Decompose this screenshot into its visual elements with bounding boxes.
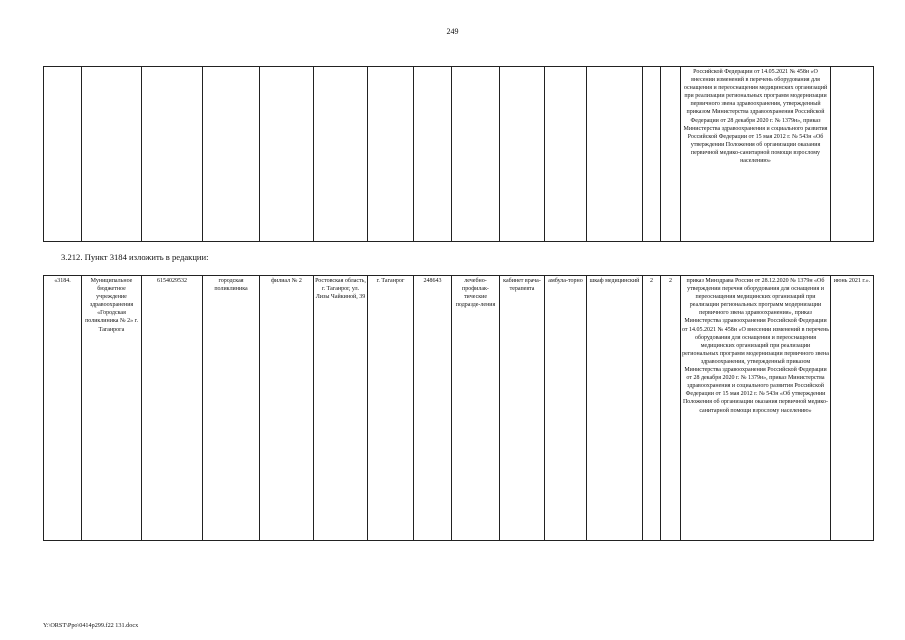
qty-required: 2 (643, 276, 661, 541)
qty-planned: 2 (661, 276, 681, 541)
equipment: шкаф медицинский (587, 276, 643, 541)
table-cell (314, 67, 368, 242)
page-number: 249 (446, 27, 459, 36)
table-cell (368, 67, 414, 242)
facility-type: городская поликлиника (203, 276, 260, 541)
organization-name: Муниципальное бюджетное учреждение здравоохранения «Городская поликлиника № 2» г. Таганрога (82, 276, 142, 541)
table-row (44, 67, 874, 242)
table-cell (643, 67, 661, 242)
department: лечебно-профилак-тические подразде-ления (452, 276, 500, 541)
branch: филиал № 2 (260, 276, 314, 541)
table-cell (661, 67, 681, 242)
table-cell (587, 67, 643, 242)
population: 248643 (414, 276, 452, 541)
table-cell (44, 67, 82, 242)
table-cell (500, 67, 545, 242)
legal-basis: приказ Минздрава России от 28.12.2020 № 1379н «Об утверждении перечня оборудования для оснащения и переоснащения медицинских организаций при реализации региональных программ модернизации первичного звена здравоохранения», приказ Министерства здравоохранения Российской Федерации от 14.05.2021 № 458н «О внесении изменений в перечень оборудования для оснащения и переоснащения медицинских организаций при реализации региональных программ модернизации первичного звена здравоохранения, утвержденный приказом Министерства здравоохранения Российской Федерации от 28 декабря 2020 г. № 1379н», приказ Министерства здравоохранения и социального развития Российской Федерации от 15 мая 2012 г. № 543н «Об утверждении Положения об организации оказания первичной медико-санитарной помощи взрослому населению» (681, 276, 831, 541)
room: кабинет врача-терапевта (500, 276, 545, 541)
deadline: июнь 2021 г.». (831, 276, 874, 541)
continuation-table (43, 66, 874, 242)
locality: г. Таганрог (368, 276, 414, 541)
row-number: «3184. (44, 276, 82, 541)
table-cell (260, 67, 314, 242)
table-cell (545, 67, 587, 242)
table-cell (82, 67, 142, 242)
table-cell (142, 67, 203, 242)
table-cell (414, 67, 452, 242)
table-cell (203, 67, 260, 242)
care-type: амбула-торно (545, 276, 587, 541)
entry-table (43, 275, 874, 541)
table-cell (831, 67, 874, 242)
inn: 6154029532 (142, 276, 203, 541)
clause-heading: 3.212. Пункт 3184 изложить в редакции: (61, 252, 209, 262)
legal-basis-continuation: Российской Федерации от 14.05.2021 № 458н «О внесении изменений в перечень оборудования для оснащения и переоснащения медицинских организаций при реализации региональных программ модернизации первичного звена здравоохранения, утвержденный приказом Министерства здравоохранения Российской Федерации от 28 декабря 2020 г. № 1379н», приказ Министерства здравоохранения и социального развития Российской Федерации от 15 мая 2012 г. № 543н «Об утверждении Положения об организации оказания первичной медико-санитарной помощи взрослому населению» (681, 67, 831, 242)
table-row (44, 276, 874, 541)
table-cell (452, 67, 500, 242)
footer-file-path: Y:\ORST\Ppo\0414p299.f22 131.docx (43, 622, 139, 629)
address: Ростовская область, г. Таганрог, ул. Лизы Чайкиной, 39 (314, 276, 368, 541)
